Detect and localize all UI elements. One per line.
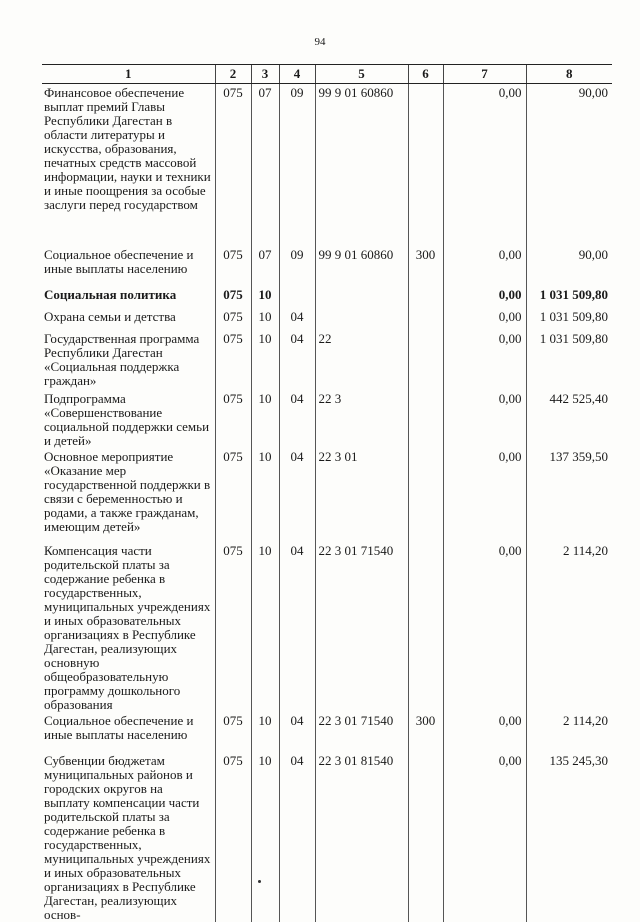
- column-header: 6: [408, 65, 443, 84]
- row-section-code: 10: [251, 752, 279, 922]
- row-amount-col8: 90,00: [526, 246, 612, 286]
- row-name: Социальное обеспечение и иные выплаты населению: [44, 712, 194, 742]
- row-section-code: 10: [251, 330, 279, 390]
- row-amount-col7: 0,00: [443, 752, 526, 922]
- row-amount-col8: 137 359,50: [526, 448, 612, 542]
- row-admin-code: 075: [215, 542, 251, 712]
- table-row: [42, 308, 612, 330]
- row-subsection-code: [279, 286, 315, 308]
- row-expense-type: [408, 752, 443, 922]
- table-row: [42, 330, 612, 390]
- row-name: Социальное обеспечение и иные выплаты населению: [44, 246, 194, 276]
- row-expense-type: 300: [408, 712, 443, 752]
- row-subsection-code: 04: [279, 542, 315, 712]
- row-admin-code: 075: [215, 752, 251, 922]
- column-header: 1: [42, 65, 215, 84]
- row-subsection-code: 04: [279, 448, 315, 542]
- row-subsection-code: 04: [279, 330, 315, 390]
- row-admin-code: 075: [215, 390, 251, 448]
- row-expense-type: [408, 330, 443, 390]
- table-header-row: [42, 65, 612, 84]
- table-row: [42, 286, 612, 308]
- row-amount-col7: 0,00: [443, 330, 526, 390]
- row-section-code: 07: [251, 246, 279, 286]
- row-amount-col8: 1 031 509,80: [526, 286, 612, 308]
- row-admin-code: 075: [215, 448, 251, 542]
- row-subsection-code: 04: [279, 308, 315, 330]
- row-subsection-code: 09: [279, 84, 315, 246]
- row-target-article: [315, 308, 408, 330]
- row-name: Государственная программа Республики Дагестан «Социальная поддержка граждан»: [44, 330, 200, 388]
- table-row: [42, 448, 612, 542]
- row-admin-code: 075: [215, 286, 251, 308]
- row-name: Подпрограмма «Совершенствование социальной поддержки семьи и детей»: [44, 390, 210, 448]
- row-name: Субвенции бюджетам муниципальных районов и городских округов на выплату компенсации части родительской платы за содержание ребенка в государственных, муниципальных учреждениях и иных образовательных организациях в Республике Дагестан, реализующих основ-: [44, 752, 211, 922]
- row-amount-col8: 1 031 509,80: [526, 308, 612, 330]
- row-target-article: 22 3 01 71540: [315, 542, 408, 712]
- row-target-article: 22 3 01 81540: [315, 752, 408, 922]
- row-amount-col7: 0,00: [443, 448, 526, 542]
- row-name: Компенсация части родительской платы за содержание ребенка в государственных, муниципальных учреждениях и иных образовательных организациях в Республике Дагестан, реализующих основную общеобразовательную программу дошкольного образования: [44, 542, 211, 712]
- column-header: 4: [279, 65, 315, 84]
- row-expense-type: [408, 542, 443, 712]
- row-admin-code: 075: [215, 712, 251, 752]
- row-admin-code: 075: [215, 330, 251, 390]
- row-section-code: 10: [251, 542, 279, 712]
- row-section-code: 07: [251, 84, 279, 246]
- column-header: 8: [526, 65, 612, 84]
- row-target-article: 22: [315, 330, 408, 390]
- row-admin-code: 075: [215, 246, 251, 286]
- row-amount-col7: 0,00: [443, 286, 526, 308]
- row-target-article: 99 9 01 60860: [315, 84, 408, 246]
- row-amount-col8: 90,00: [526, 84, 612, 246]
- row-subsection-code: 04: [279, 390, 315, 448]
- row-admin-code: 075: [215, 84, 251, 246]
- row-target-article: 22 3 01: [315, 448, 408, 542]
- table-row: [42, 84, 612, 246]
- row-expense-type: [408, 390, 443, 448]
- column-header: 7: [443, 65, 526, 84]
- row-name: Финансовое обеспечение выплат премий Главы Республики Дагестан в области литературы и искусства, образования, печатных средств массовой информации, науки и техники и иные поощрения за особые заслуги перед государством: [44, 85, 211, 212]
- row-expense-type: 300: [408, 246, 443, 286]
- table-body: [42, 84, 612, 922]
- row-name: Основное мероприятие «Оказание мер государственной поддержки в связи с беременностью и родами, а также гражданам, имеющим детей»: [44, 448, 211, 534]
- table-row: [42, 712, 612, 752]
- row-amount-col7: 0,00: [443, 542, 526, 712]
- row-amount-col8: 2 114,20: [526, 542, 612, 712]
- row-target-article: 99 9 01 60860: [315, 246, 408, 286]
- row-amount-col8: 1 031 509,80: [526, 330, 612, 390]
- row-target-article: [315, 286, 408, 308]
- page-mark: [258, 880, 261, 883]
- budget-table: [42, 64, 612, 922]
- row-subsection-code: 09: [279, 246, 315, 286]
- row-subsection-code: 04: [279, 752, 315, 922]
- table-row: [42, 246, 612, 286]
- row-amount-col8: 135 245,30: [526, 752, 612, 922]
- row-amount-col8: 2 114,20: [526, 712, 612, 752]
- row-amount-col7: 0,00: [443, 390, 526, 448]
- row-admin-code: 075: [215, 308, 251, 330]
- row-section-code: 10: [251, 712, 279, 752]
- row-expense-type: [408, 286, 443, 308]
- row-section-code: 10: [251, 286, 279, 308]
- row-section-code: 10: [251, 308, 279, 330]
- row-amount-col7: 0,00: [443, 246, 526, 286]
- row-section-code: 10: [251, 390, 279, 448]
- row-name: Охрана семьи и детства: [44, 308, 176, 324]
- row-name: Социальная политика: [44, 286, 177, 302]
- row-expense-type: [408, 448, 443, 542]
- table-row: [42, 542, 612, 712]
- column-header: 3: [251, 65, 279, 84]
- row-amount-col8: 442 525,40: [526, 390, 612, 448]
- row-expense-type: [408, 84, 443, 246]
- table-row: [42, 752, 612, 922]
- row-amount-col7: 0,00: [443, 308, 526, 330]
- table-row: [42, 390, 612, 448]
- row-target-article: 22 3 01 71540: [315, 712, 408, 752]
- page-number: 94: [314, 36, 326, 48]
- column-header: 5: [315, 65, 408, 84]
- row-target-article: 22 3: [315, 390, 408, 448]
- row-amount-col7: 0,00: [443, 84, 526, 246]
- row-expense-type: [408, 308, 443, 330]
- row-section-code: 10: [251, 448, 279, 542]
- row-subsection-code: 04: [279, 712, 315, 752]
- column-header: 2: [215, 65, 251, 84]
- row-amount-col7: 0,00: [443, 712, 526, 752]
